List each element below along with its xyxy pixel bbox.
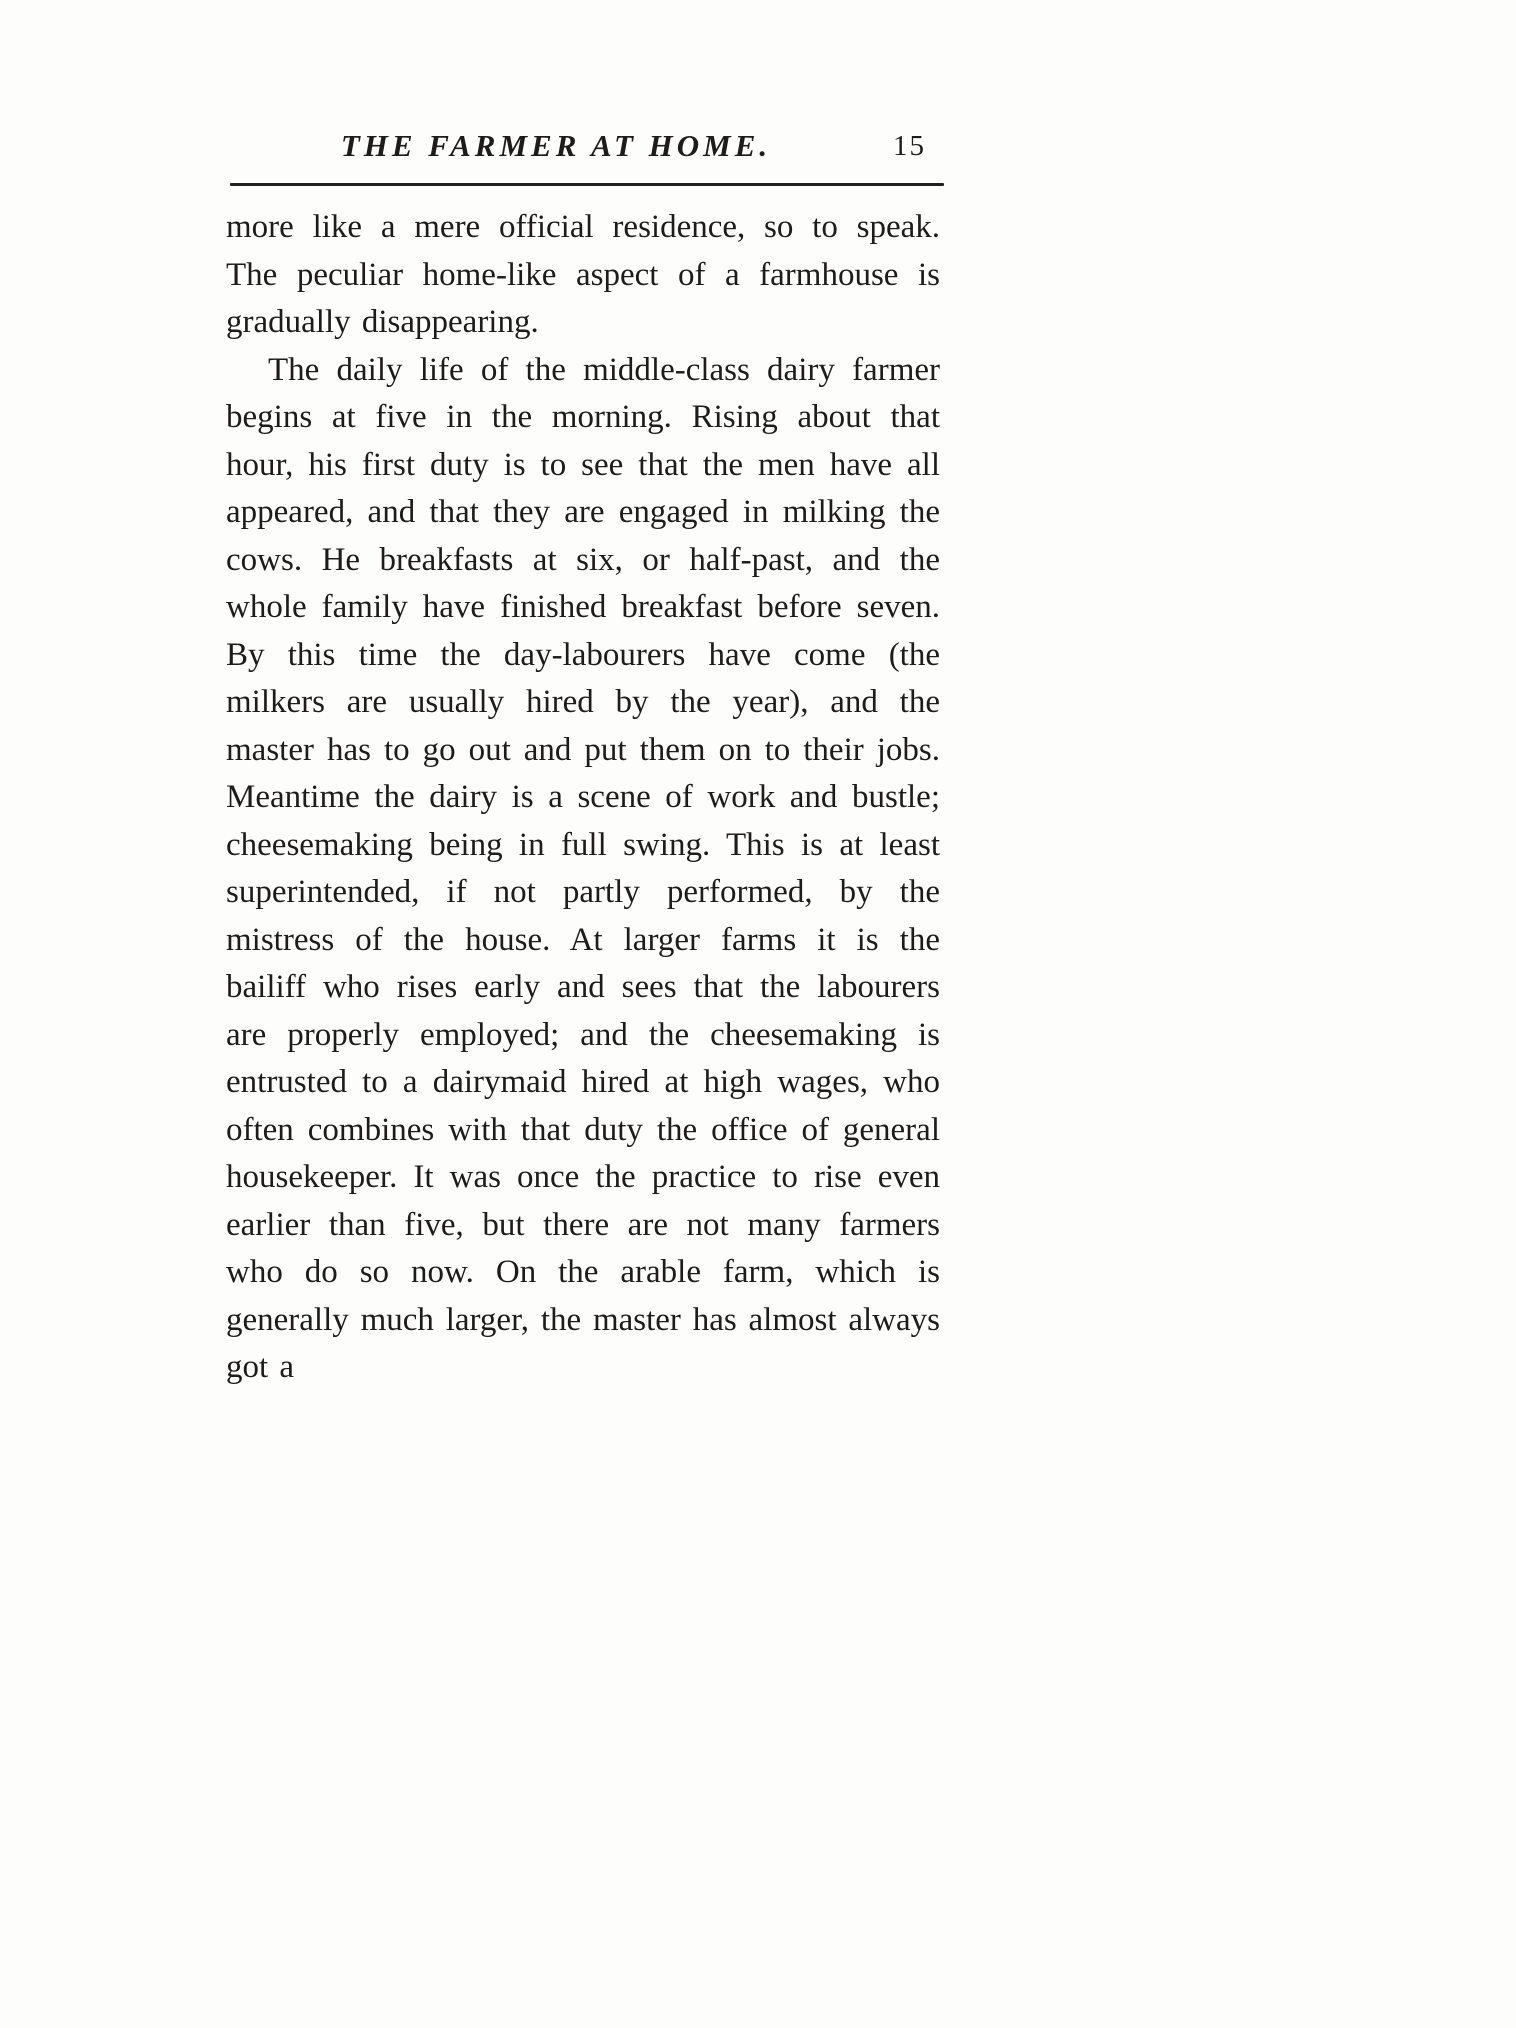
page-body-text	[226, 204, 940, 1392]
header-rule	[230, 183, 944, 186]
page-header-title: THE FARMER AT HOME.	[340, 128, 772, 163]
running-header	[228, 128, 944, 172]
paragraph: The daily life of the middle-class dairy farmer begins at five in the morning. Rising about that hour, his first duty is to see that the men have all appeared, and that they are engaged in milking the cows. He breakfasts at six, or half-past, and the whole family have finished breakfast before seven. By this time the day-labourers have come (the milkers are usually hired by the year), and the master has to go out and put them on to their jobs. Meantime the dairy is a scene of work and bustle; cheesemaking being in full swing. This is at least superintended, if not partly performed, by the mistress of the house. At larger farms it is the bailiff who rises early and sees that the labourers are properly employed; and the cheesemaking is entrusted to a dairymaid hired at high wages, who often combines with that duty the office of general housekeeper. It was once the practice to rise even earlier than five, but there are not many farmers who do so now. On the arable farm, which is generally much larger, the master has almost always got a	[226, 351, 940, 1385]
paragraph: more like a mere official residence, so to speak. The peculiar home-like aspect of a farmhouse is gradually disappearing.	[226, 209, 940, 340]
page-number: 15	[893, 130, 926, 162]
